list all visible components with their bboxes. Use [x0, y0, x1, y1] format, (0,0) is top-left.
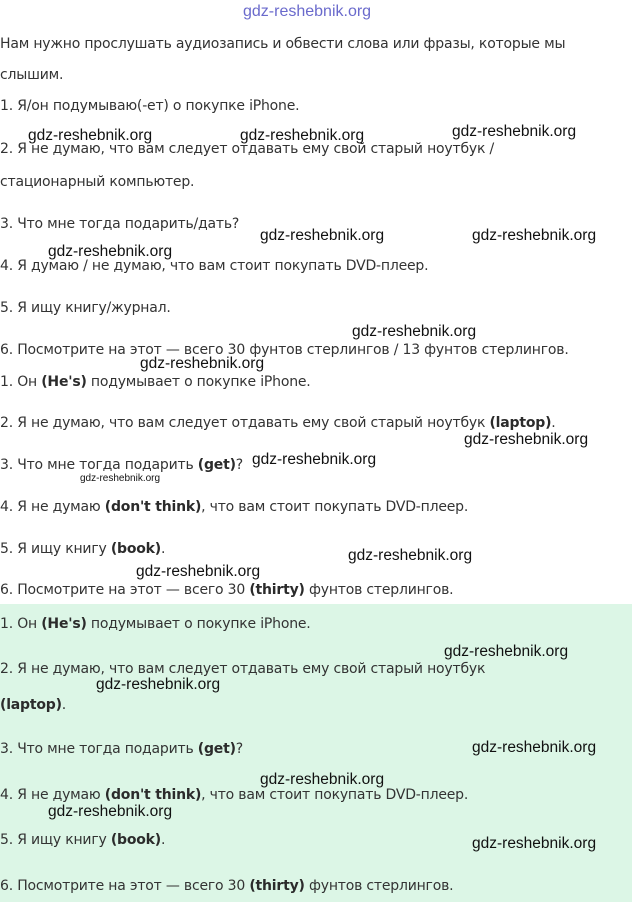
block1-item-1: 1. Я/он подумываю(-ет) о покупке iPhone. [0, 98, 300, 114]
watermark: gdz-reshebnik.org [260, 771, 385, 788]
green-item-1: 1. Он (He's) подумывает о покупке iPhone. [0, 616, 311, 632]
watermark: gdz-reshebnik.org [260, 227, 385, 244]
watermark: gdz-reshebnik.org [444, 643, 569, 660]
watermark: gdz-reshebnik.org [472, 227, 597, 244]
watermark: gdz-reshebnik.org [348, 547, 473, 564]
watermark: gdz-reshebnik.org [136, 563, 261, 580]
answer-item-4: 4. Я не думаю (don't think), что вам стоит покупать DVD-плеер. [0, 499, 469, 515]
answer-item-3: 3. Что мне тогда подарить (get)? [0, 457, 244, 473]
watermark: gdz-reshebnik.org [48, 803, 173, 820]
watermark: gdz-reshebnik.org [452, 123, 577, 140]
block1-item-2b: стационарный компьютер. [0, 174, 195, 190]
block1-item-5: 5. Я ищу книгу/журнал. [0, 300, 171, 316]
green-item-2a: 2. Я не думаю, что вам следует отдавать ему свой старый ноутбук [0, 661, 486, 677]
watermark: gdz-reshebnik.org [240, 127, 365, 144]
green-item-5: 5. Я ищу книгу (book). [0, 832, 166, 848]
intro-line-1: Нам нужно прослушать аудиозапись и обвести слова или фразы, которые мы [0, 36, 566, 52]
answer-item-6: 6. Посмотрите на этот — всего 30 (thirty) фунтов стерлингов. [0, 582, 454, 598]
green-item-3: 3. Что мне тогда подарить (get)? [0, 741, 244, 757]
intro-line-2: слышим. [0, 67, 64, 83]
green-item-2b: (laptop). [0, 697, 67, 713]
answer-item-1: 1. Он (He's) подумывает о покупке iPhone. [0, 374, 311, 390]
watermark: gdz-reshebnik.org [464, 431, 589, 448]
watermark: gdz-reshebnik.org [96, 676, 221, 693]
answer-item-5: 5. Я ищу книгу (book). [0, 541, 166, 557]
green-item-4: 4. Я не думаю (don't think), что вам стоит покупать DVD-плеер. [0, 787, 469, 803]
watermark: gdz-reshebnik.org [140, 355, 265, 372]
watermark: gdz-reshebnik.org [48, 243, 173, 260]
watermark: gdz-reshebnik.org [80, 473, 161, 484]
block1-item-2a: 2. Я не думаю, что вам следует отдавать ему свой старый ноутбук / [0, 141, 494, 157]
watermark: gdz-reshebnik.org [28, 127, 153, 144]
watermark: gdz-reshebnik.org [472, 739, 597, 756]
block1-item-6: 6. Посмотрите на этот — всего 30 фунтов стерлингов / 13 фунтов стерлингов. [0, 342, 569, 358]
watermark: gdz-reshebnik.org [472, 835, 597, 852]
block1-item-4: 4. Я думаю / не думаю, что вам стоит покупать DVD-плеер. [0, 258, 429, 274]
watermark: gdz-reshebnik.org [352, 323, 477, 340]
answer-item-2: 2. Я не думаю, что вам следует отдавать ему свой старый ноутбук (laptop). [0, 415, 556, 431]
watermark: gdz-reshebnik.org [252, 451, 377, 468]
header-watermark: gdz-reshebnik.org [243, 3, 372, 20]
block1-item-3: 3. Что мне тогда подарить/дать? [0, 216, 240, 232]
green-item-6: 6. Посмотрите на этот — всего 30 (thirty) фунтов стерлингов. [0, 878, 454, 894]
